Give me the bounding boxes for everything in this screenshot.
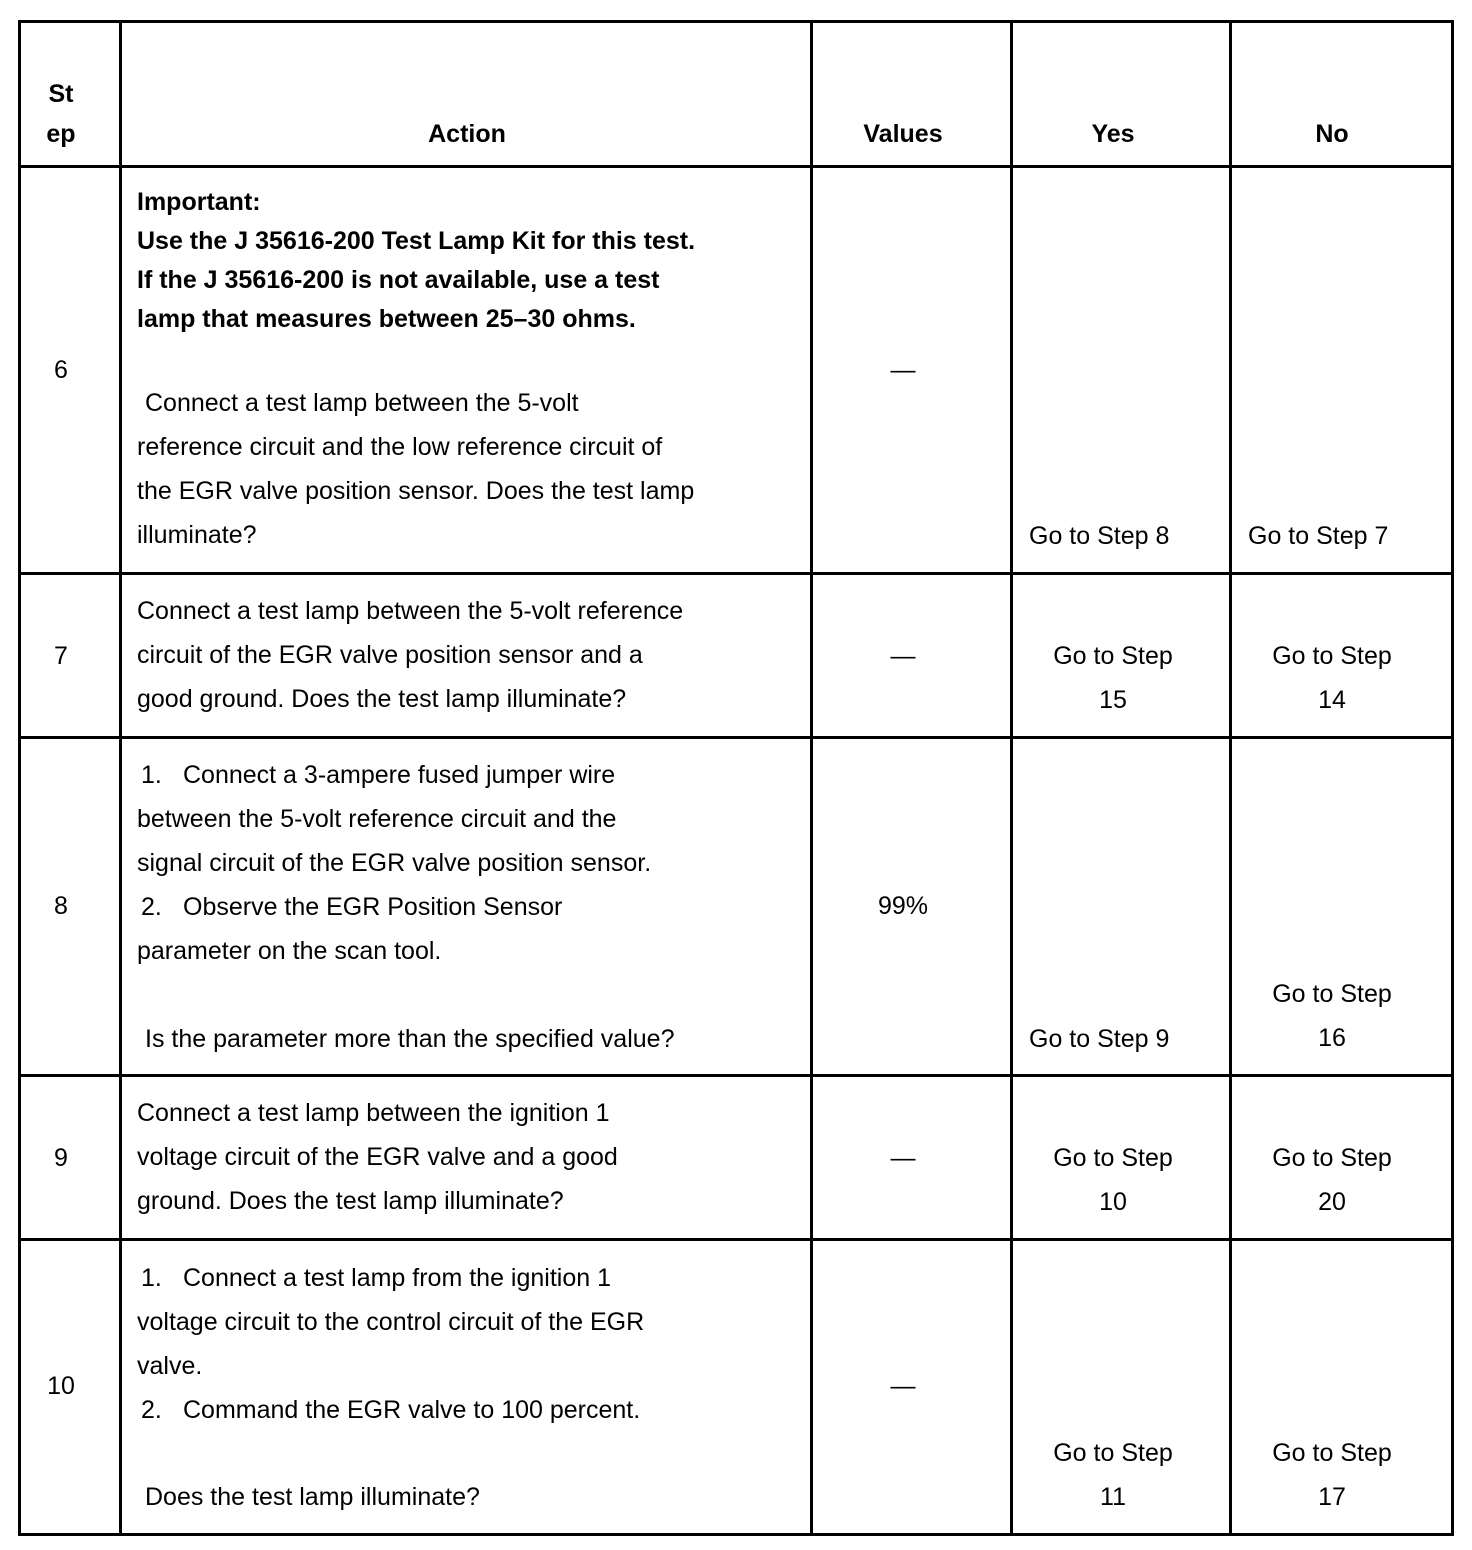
yes-goto: Go to Step 8 bbox=[1029, 522, 1170, 550]
step-number: 7 bbox=[54, 642, 68, 670]
header-yes: Yes bbox=[1091, 120, 1135, 148]
action-list: 1. Connect a 3-ampere fused jumper wire between the 5-volt reference circuit and the signal circuit of the EGR valve position sensor. 2. Observe the EGR Position Sensor parameter on the scan tool. bbox=[137, 753, 807, 973]
no-goto: Go to Step 7 bbox=[1248, 522, 1389, 550]
step-number: 8 bbox=[54, 892, 68, 920]
column-divider bbox=[1010, 20, 1013, 1536]
row-divider bbox=[18, 165, 1454, 168]
yes-goto: Go to Step 9 bbox=[1029, 1025, 1170, 1053]
header-action: Action bbox=[428, 120, 506, 148]
column-divider bbox=[1229, 20, 1232, 1536]
action-list: 1. Connect a test lamp from the ignition 1 voltage circuit to the control circuit of the EGR valve. 2. Command the EGR valve to 100 percent. bbox=[137, 1256, 807, 1432]
table-border-right bbox=[1451, 20, 1454, 1536]
list-item: 2. Observe the EGR Position Sensor bbox=[141, 893, 563, 921]
table-border-top bbox=[18, 20, 1454, 23]
no-goto: Go to Step 16 bbox=[1272, 980, 1392, 1052]
column-divider bbox=[810, 20, 813, 1536]
no-goto: Go to Step 20 bbox=[1272, 1144, 1392, 1216]
table-border-left bbox=[18, 20, 21, 1536]
list-item: 1. Connect a 3-ampere fused jumper wire bbox=[141, 761, 616, 789]
action-text: Connect a test lamp between the 5-volt bbox=[145, 389, 579, 417]
step-number: 10 bbox=[47, 1372, 75, 1400]
header-step: St ep bbox=[46, 80, 76, 148]
table-border-bottom bbox=[18, 1533, 1454, 1536]
question-text: Is the parameter more than the specified value? bbox=[145, 1025, 675, 1053]
no-goto: Go to Step 17 bbox=[1272, 1439, 1392, 1511]
list-item: 1. Connect a test lamp from the ignition 1 bbox=[141, 1264, 612, 1292]
value: — bbox=[890, 1144, 916, 1172]
list-item: 2. Command the EGR valve to 100 percent. bbox=[141, 1396, 641, 1424]
yes-goto: Go to Step 10 bbox=[1053, 1144, 1173, 1216]
action-text: Connect a test lamp between the ignition 1 voltage circuit of the EGR valve and a good ground. Does the test lamp illuminate? bbox=[137, 1099, 618, 1215]
yes-goto: Go to Step 15 bbox=[1053, 642, 1173, 714]
question-text: Does the test lamp illuminate? bbox=[145, 1483, 480, 1511]
action-text: Connect a test lamp between the 5-volt reference circuit of the EGR valve position sensor and a good ground. Does the test lamp illuminate? bbox=[137, 597, 684, 713]
action-text: reference circuit and the low reference circuit of the EGR valve position sensor. Does the test lamp illuminate? bbox=[137, 433, 695, 549]
value: — bbox=[890, 356, 916, 384]
step-number: 6 bbox=[54, 356, 68, 384]
important-note: Important: Use the J 35616-200 Test Lamp Kit for this test. If the J 35616-200 is not available, use a test lamp that measures between 25–30 ohms. bbox=[137, 188, 696, 333]
row-divider bbox=[18, 572, 1454, 575]
header-no: No bbox=[1315, 120, 1349, 148]
value: — bbox=[890, 642, 916, 670]
row-divider bbox=[18, 1238, 1454, 1241]
column-divider bbox=[119, 20, 122, 1536]
header-values: Values bbox=[863, 120, 943, 148]
row-divider bbox=[18, 1074, 1454, 1077]
value: — bbox=[890, 1372, 916, 1400]
value: 99% bbox=[877, 892, 929, 920]
step-number: 9 bbox=[54, 1144, 68, 1172]
no-goto: Go to Step 14 bbox=[1272, 642, 1392, 714]
yes-goto: Go to Step 11 bbox=[1053, 1439, 1173, 1511]
row-divider bbox=[18, 736, 1454, 739]
